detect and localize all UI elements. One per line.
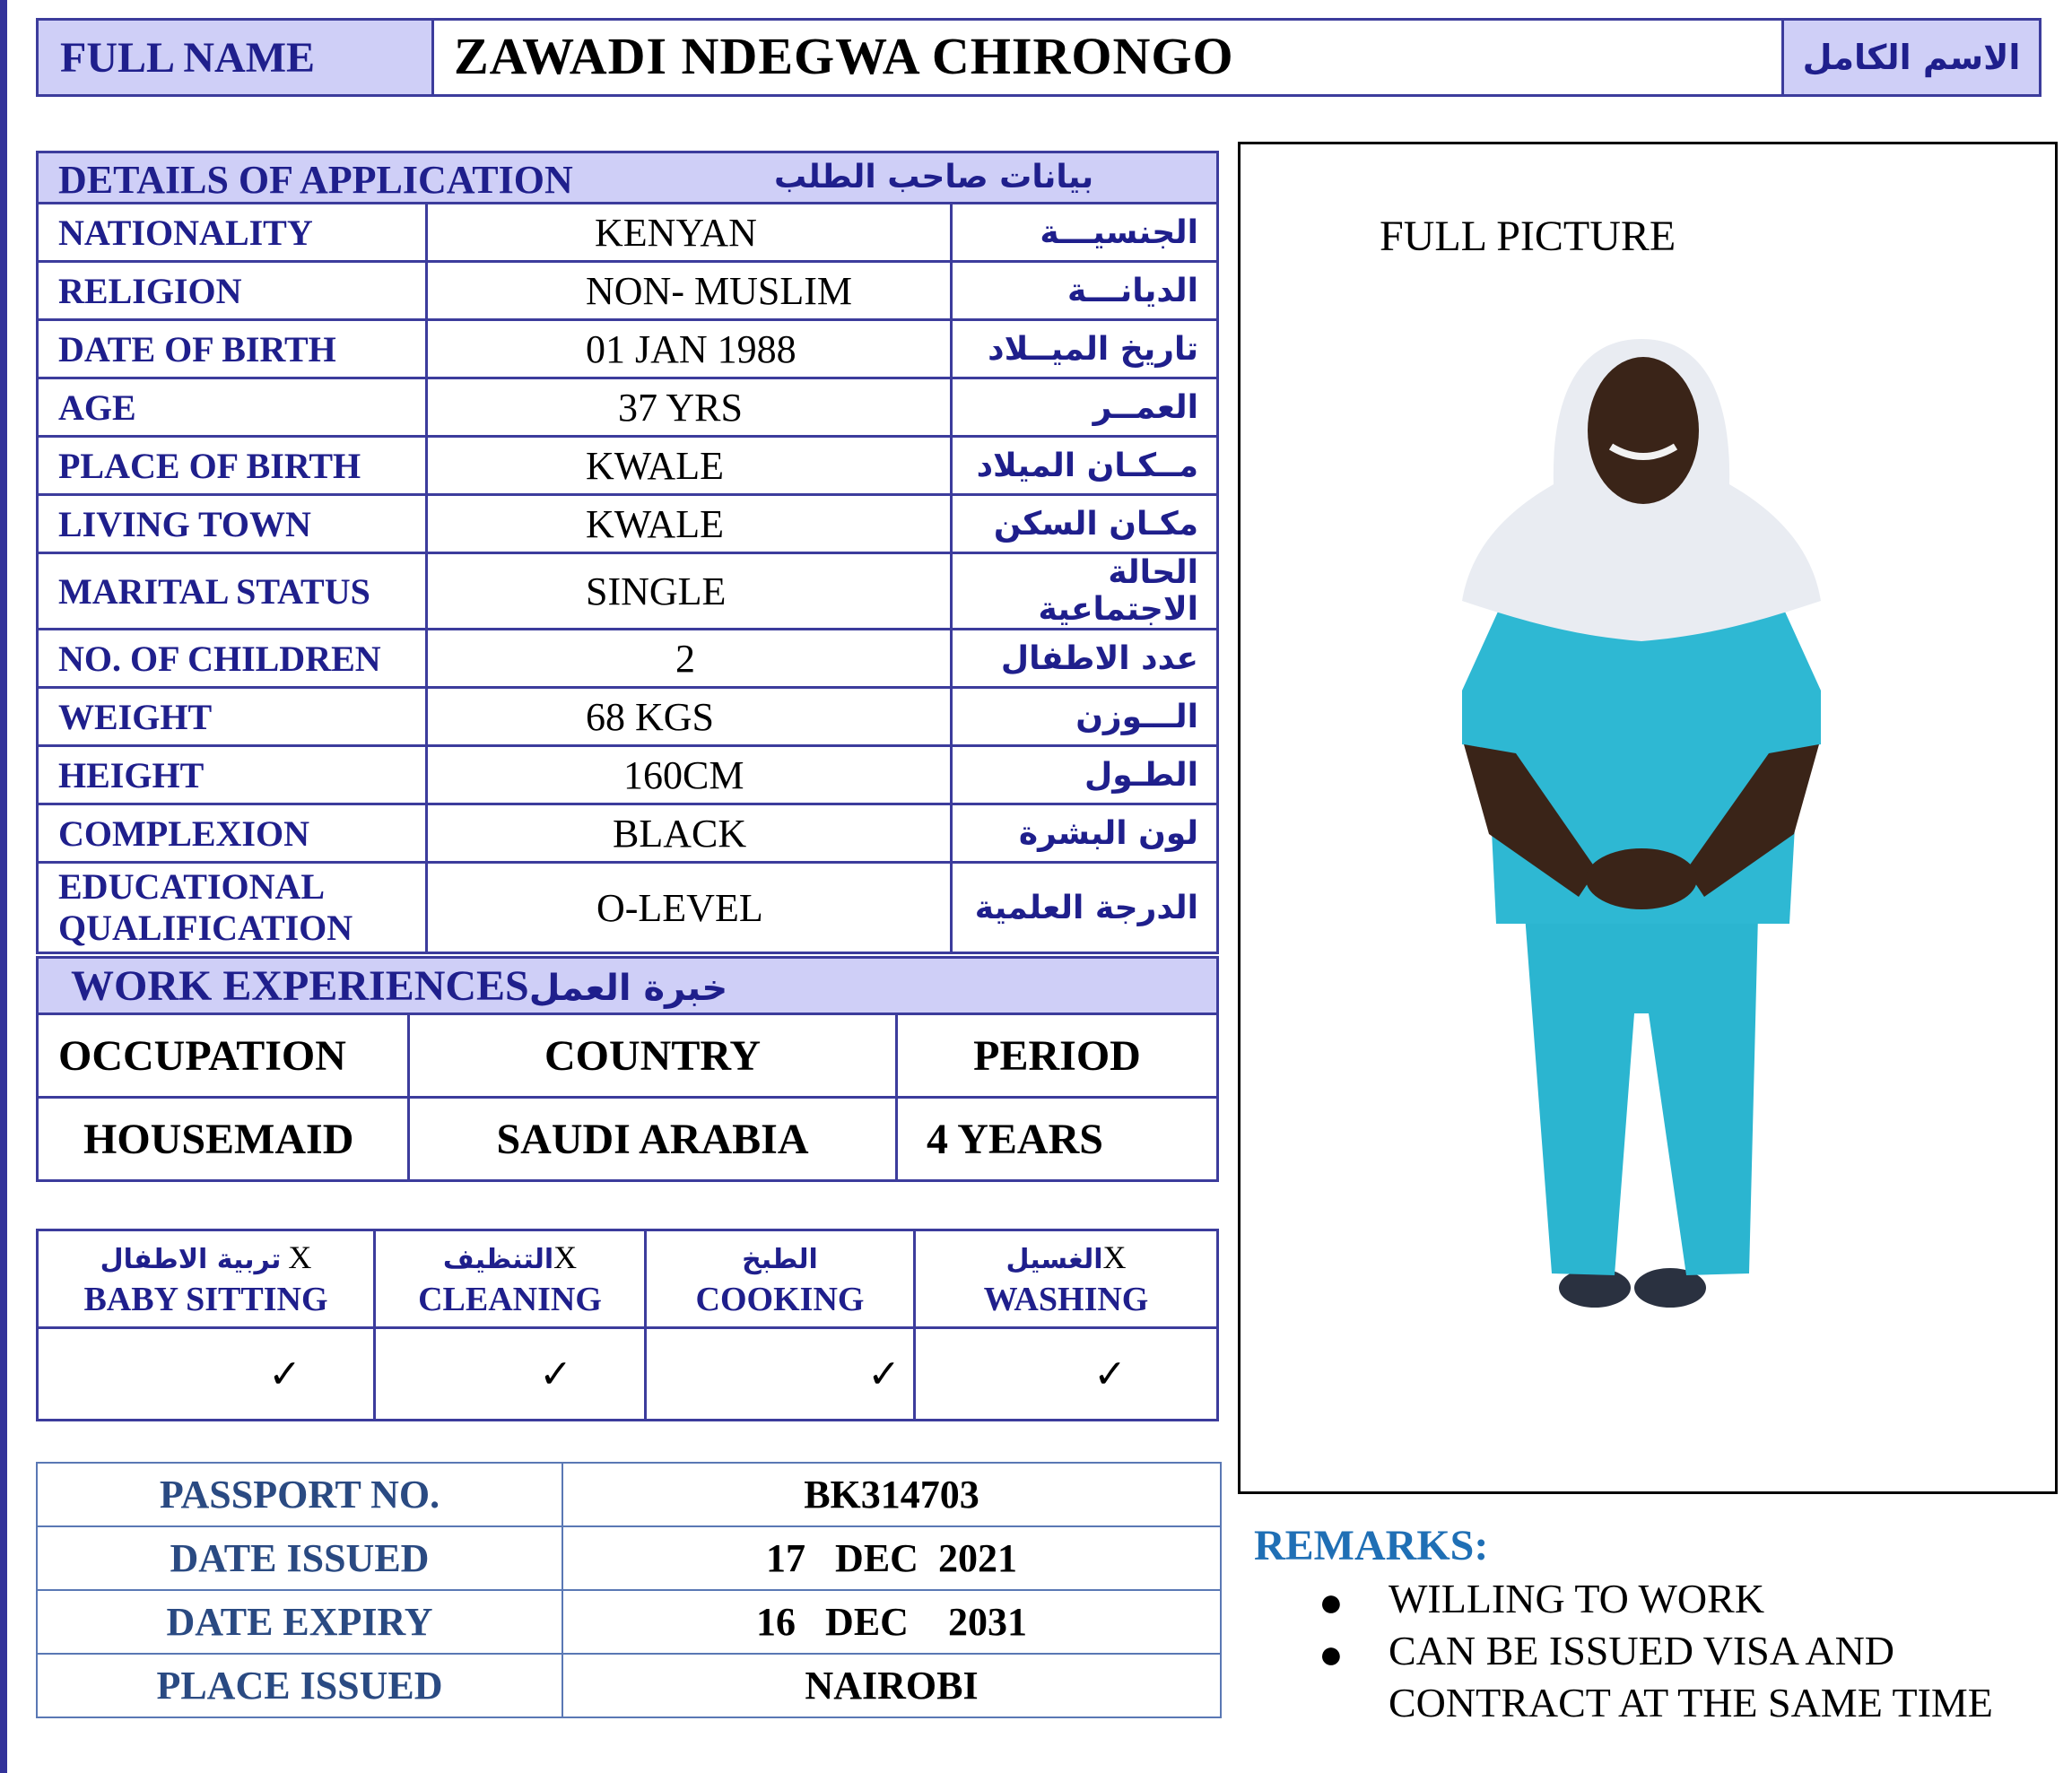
remarks-title: REMARKS: (1254, 1522, 1489, 1569)
work-col-occupation: OCCUPATION (38, 1014, 409, 1098)
details-value: 01 JAN 1988 (427, 320, 952, 378)
details-label-ar: الديانـــة (952, 262, 1218, 320)
details-row-nationality (38, 204, 1218, 262)
work-header-row (38, 958, 1218, 1014)
details-label: WEIGHT (38, 688, 427, 746)
details-table (36, 151, 1219, 954)
details-row-religion (38, 262, 1218, 320)
details-value: 2 (427, 630, 952, 688)
work-country: SAUDI ARABIA (409, 1098, 897, 1181)
details-row-weight (38, 688, 1218, 746)
work-period: 4 YEARS (897, 1098, 1218, 1181)
skill-cooking (646, 1230, 915, 1328)
details-label: PLACE OF BIRTH (38, 437, 427, 495)
details-label: COMPLEXION (38, 804, 427, 863)
details-value: BLACK (427, 804, 952, 863)
bullet-icon: ● (1319, 1579, 1344, 1625)
details-row-marital-status (38, 553, 1218, 630)
details-label: DATE OF BIRTH (38, 320, 427, 378)
details-value: KENYAN (427, 204, 952, 262)
details-label: NO. OF CHILDREN (38, 630, 427, 688)
details-value: NON- MUSLIM (427, 262, 952, 320)
skill-washing (915, 1230, 1218, 1328)
full-picture-title: FULL PICTURE (1380, 213, 1676, 260)
skill-ar-label: التنظيف (442, 1244, 554, 1275)
details-label-ar: العمــر (952, 378, 1218, 437)
details-value: O-LEVEL (427, 863, 952, 953)
work-title-ar: خبرة العمل (528, 967, 728, 1009)
details-label: HEIGHT (38, 746, 427, 804)
check-icon: ✓ (915, 1328, 1218, 1421)
passport-row-number (37, 1463, 1221, 1526)
skill-x-mark: X (288, 1239, 312, 1275)
details-label-ar: الجنسيـــة (952, 204, 1218, 262)
details-value: SINGLE (427, 553, 952, 630)
skill-x-mark: X (553, 1239, 578, 1275)
passport-label: DATE ISSUED (37, 1526, 562, 1590)
skill-ar-label: الغسيل (1006, 1244, 1103, 1275)
details-row-education (38, 863, 1218, 953)
left-margin-bar (0, 0, 7, 1773)
details-label-line1: EDUCATIONAL (58, 866, 326, 907)
passport-row-place (37, 1654, 1221, 1717)
check-icon: ✓ (375, 1328, 646, 1421)
details-label-ar: الـــوزن (952, 688, 1218, 746)
details-label-ar: مــكـان الميلاد (952, 437, 1218, 495)
details-row-age (38, 378, 1218, 437)
details-label-ar: مكـان السكن (952, 495, 1218, 553)
skill-en-label: CLEANING (418, 1281, 602, 1318)
full-name-label-ar: الاسم الكامل (1781, 21, 2039, 94)
skill-en-label: COOKING (695, 1281, 865, 1318)
passport-value: BK314703 (562, 1463, 1221, 1526)
passport-label: PLACE ISSUED (37, 1654, 562, 1717)
person-photo (1435, 332, 1848, 1336)
details-label: RELIGION (38, 262, 427, 320)
details-label-ar: الطـول (952, 746, 1218, 804)
details-label: NATIONALITY (38, 204, 427, 262)
passport-value: 17 DEC 2021 (562, 1526, 1221, 1590)
passport-label: PASSPORT NO. (37, 1463, 562, 1526)
details-row-place-of-birth (38, 437, 1218, 495)
remark-item-continued: CONTRACT AT THE SAME TIME (1389, 1680, 1993, 1725)
details-label-line2: QUALIFICATION (58, 908, 353, 948)
details-label: LIVING TOWN (38, 495, 427, 553)
details-row-dob (38, 320, 1218, 378)
skill-cleaning (375, 1230, 646, 1328)
details-label-ar: عدد الاطفال (952, 630, 1218, 688)
skill-en-label: BABY SITTING (83, 1281, 328, 1318)
details-label: MARITAL STATUS (38, 553, 427, 630)
skills-table (36, 1229, 1219, 1421)
check-icon: ✓ (646, 1328, 915, 1421)
details-row-living-town (38, 495, 1218, 553)
check-icon: ✓ (38, 1328, 375, 1421)
skill-baby-sitting (38, 1230, 375, 1328)
work-experience-table (36, 956, 1219, 1182)
work-col-country: COUNTRY (409, 1014, 897, 1098)
passport-table (36, 1462, 1222, 1718)
passport-label: DATE EXPIRY (37, 1590, 562, 1654)
details-value: 160CM (427, 746, 952, 804)
work-row (38, 1098, 1218, 1181)
details-row-height (38, 746, 1218, 804)
work-col-period: PERIOD (897, 1014, 1218, 1098)
details-value: KWALE (427, 495, 952, 553)
passport-row-expiry (37, 1590, 1221, 1654)
skills-checks-row (38, 1328, 1218, 1421)
remark-item: CAN BE ISSUED VISA AND (1389, 1628, 1895, 1673)
full-name-value: ZAWADI NDEGWA CHIRONGO (454, 27, 1234, 85)
skills-labels-row (38, 1230, 1218, 1328)
details-label (38, 863, 427, 953)
work-columns-row (38, 1014, 1218, 1098)
details-header-row (38, 152, 1218, 204)
skill-ar-label: تربية الاطفال (100, 1244, 282, 1275)
work-title: WORK EXPERIENCES (71, 961, 529, 1010)
details-label: AGE (38, 378, 427, 437)
passport-value: 16 DEC 2031 (562, 1590, 1221, 1654)
details-row-complexion (38, 804, 1218, 863)
details-value: 68 KGS (427, 688, 952, 746)
details-value: KWALE (427, 437, 952, 495)
details-title: DETAILS OF APPLICATION (58, 158, 573, 202)
details-label-ar: الحالة الاجتماعية (952, 553, 1218, 630)
details-label-ar: تاريخ الميــلاد (952, 320, 1218, 378)
full-name-bar (36, 18, 2042, 97)
skill-en-label: WASHING (983, 1281, 1149, 1318)
work-occupation: HOUSEMAID (38, 1098, 409, 1181)
details-title-ar: بيانات صاحب الطلب (774, 159, 1094, 196)
skill-ar-label: الطبخ (742, 1244, 818, 1275)
passport-value: NAIROBI (562, 1654, 1221, 1717)
details-value: 37 YRS (427, 378, 952, 437)
details-row-children (38, 630, 1218, 688)
bullet-icon: ● (1319, 1631, 1344, 1677)
details-label-ar: الدرجة العلمية (952, 863, 1218, 953)
remark-item: WILLING TO WORK (1389, 1576, 1765, 1621)
details-label-ar: لون البشرة (952, 804, 1218, 863)
skill-x-mark: X (1102, 1239, 1127, 1275)
full-name-label: FULL NAME (39, 21, 434, 94)
passport-row-issued (37, 1526, 1221, 1590)
